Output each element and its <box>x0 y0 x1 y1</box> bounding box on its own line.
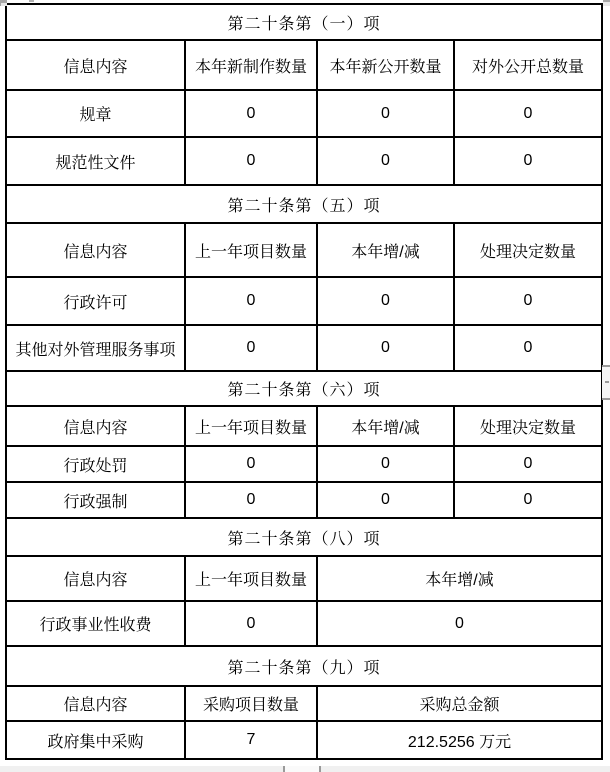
cell-value: 0 <box>454 137 602 185</box>
cell-value: 0 <box>317 277 454 325</box>
cell-value: 0 <box>317 90 454 137</box>
column-header: 处理决定数量 <box>454 406 602 446</box>
scrollbar-grip-icon <box>605 381 609 383</box>
column-header: 信息内容 <box>6 40 185 90</box>
column-header: 上一年项目数量 <box>185 556 317 601</box>
column-header: 信息内容 <box>6 556 185 601</box>
table-row <box>6 137 602 185</box>
cell-value: 0 <box>317 325 454 371</box>
column-header: 信息内容 <box>6 223 185 277</box>
column-header: 本年新公开数量 <box>317 40 454 90</box>
cell-value: 0 <box>185 325 317 371</box>
cell-value: 0 <box>185 482 317 518</box>
row-label: 政府集中采购 <box>6 721 185 759</box>
scrollbar-corner-fragment <box>603 0 610 6</box>
cell-value: 7 <box>185 721 317 759</box>
row-label: 行政许可 <box>6 277 185 325</box>
table-row <box>6 446 602 482</box>
row-label: 其他对外管理服务事项 <box>6 325 185 371</box>
disclosure-report-table <box>5 3 603 760</box>
table-row <box>6 325 602 371</box>
row-label: 规范性文件 <box>6 137 185 185</box>
horizontal-scrollbar-thumb[interactable] <box>283 766 321 772</box>
cell-value: 0 <box>185 277 317 325</box>
column-header: 上一年项目数量 <box>185 406 317 446</box>
cell-value: 0 <box>454 277 602 325</box>
column-header: 本年增/减 <box>317 556 602 601</box>
column-header: 处理决定数量 <box>454 223 602 277</box>
cell-value: 0 <box>317 446 454 482</box>
table-row <box>6 90 602 137</box>
vertical-scrollbar-thumb[interactable] <box>602 365 610 400</box>
table-row <box>6 277 602 325</box>
cell-value: 0 <box>185 601 317 646</box>
scrollbar-corner-fragment <box>0 0 7 6</box>
section-title: 第二十条第（一）项 <box>6 4 602 40</box>
table-row <box>6 482 602 518</box>
column-header: 信息内容 <box>6 686 185 721</box>
horizontal-scrollbar-track[interactable] <box>0 766 610 772</box>
cell-value: 0 <box>454 90 602 137</box>
section-title: 第二十条第（九）项 <box>6 646 602 686</box>
cell-value: 212.5256 万元 <box>317 721 602 759</box>
column-header: 本年增/减 <box>317 406 454 446</box>
cell-value: 0 <box>454 325 602 371</box>
cell-value: 0 <box>185 446 317 482</box>
edge-tick-fragment <box>29 0 34 2</box>
row-label: 行政处罚 <box>6 446 185 482</box>
row-label: 规章 <box>6 90 185 137</box>
table-row <box>6 721 602 759</box>
cell-value: 0 <box>317 137 454 185</box>
cell-value: 0 <box>185 137 317 185</box>
section-title: 第二十条第（八）项 <box>6 518 602 556</box>
row-label: 行政事业性收费 <box>6 601 185 646</box>
section-title: 第二十条第（五）项 <box>6 185 602 223</box>
section-title: 第二十条第（六）项 <box>6 371 602 406</box>
column-header: 本年新制作数量 <box>185 40 317 90</box>
row-label: 行政强制 <box>6 482 185 518</box>
cell-value: 0 <box>317 601 602 646</box>
column-header: 采购总金额 <box>317 686 602 721</box>
column-header: 上一年项目数量 <box>185 223 317 277</box>
cell-value: 0 <box>454 446 602 482</box>
table-row <box>6 601 602 646</box>
cell-value: 0 <box>317 482 454 518</box>
cell-value: 0 <box>454 482 602 518</box>
column-header: 本年增/减 <box>317 223 454 277</box>
cell-value: 0 <box>185 90 317 137</box>
column-header: 对外公开总数量 <box>454 40 602 90</box>
column-header: 信息内容 <box>6 406 185 446</box>
column-header: 采购项目数量 <box>185 686 317 721</box>
